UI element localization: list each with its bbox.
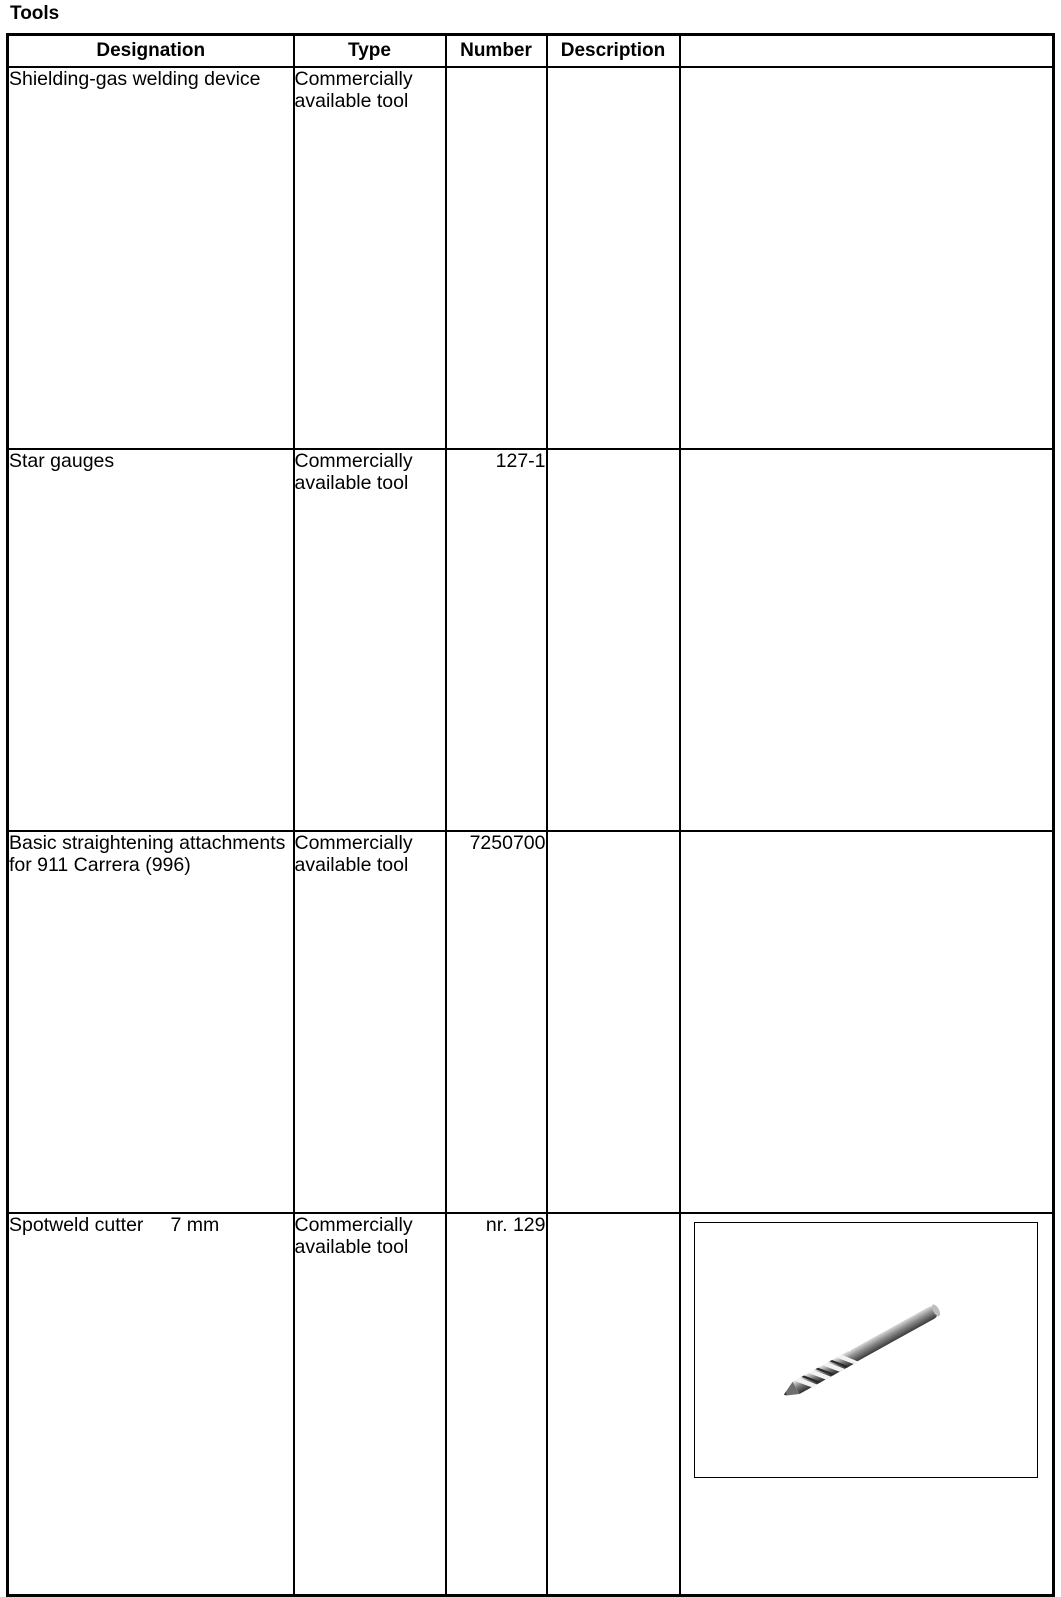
table-row bbox=[8, 449, 1054, 831]
number-cell: nr. 129 bbox=[446, 1213, 547, 1596]
type-text: Commercially available tool bbox=[294, 1214, 413, 1258]
designation-text: Shielding-gas welding device bbox=[9, 68, 261, 90]
image-cell bbox=[680, 67, 1054, 449]
type-text: Commercially available tool bbox=[294, 450, 413, 494]
header-number: Number bbox=[446, 35, 547, 68]
table-row bbox=[8, 1213, 1054, 1596]
tools-table bbox=[6, 33, 1055, 1597]
designation-cell bbox=[8, 67, 294, 449]
designation-cell bbox=[8, 831, 294, 1213]
description-cell bbox=[547, 1213, 680, 1596]
header-image bbox=[680, 35, 1054, 68]
type-text: Commercially available tool bbox=[294, 68, 413, 112]
header-description: Description bbox=[547, 35, 680, 68]
number-cell: 127-1 bbox=[446, 449, 547, 831]
description-cell bbox=[547, 67, 680, 449]
type-cell bbox=[294, 831, 446, 1213]
type-text: Commercially available tool bbox=[294, 832, 413, 876]
designation-cell bbox=[8, 1213, 294, 1596]
page-title: Tools bbox=[10, 3, 60, 24]
designation-text: Star gauges bbox=[9, 450, 115, 472]
designation-cell bbox=[8, 449, 294, 831]
description-cell bbox=[547, 449, 680, 831]
designation-text: Spotweld cutter 7 mm bbox=[9, 1214, 220, 1236]
image-cell bbox=[680, 1213, 1054, 1596]
header-type: Type bbox=[294, 35, 446, 68]
type-cell bbox=[294, 67, 446, 449]
drill-bit-icon bbox=[695, 1223, 1037, 1477]
table-row bbox=[8, 831, 1054, 1213]
image-cell bbox=[680, 449, 1054, 831]
image-cell bbox=[680, 831, 1054, 1213]
designation-text: Basic straightening attachments for 911 Carrera (996) bbox=[9, 832, 286, 876]
type-cell bbox=[294, 1213, 446, 1596]
type-cell bbox=[294, 449, 446, 831]
header-designation: Designation bbox=[8, 35, 294, 68]
table-header-row bbox=[8, 35, 1054, 68]
number-cell bbox=[446, 67, 547, 449]
tool-image-frame bbox=[694, 1222, 1038, 1478]
table-row bbox=[8, 67, 1054, 449]
number-cell: 7250700 bbox=[446, 831, 547, 1213]
description-cell bbox=[547, 831, 680, 1213]
